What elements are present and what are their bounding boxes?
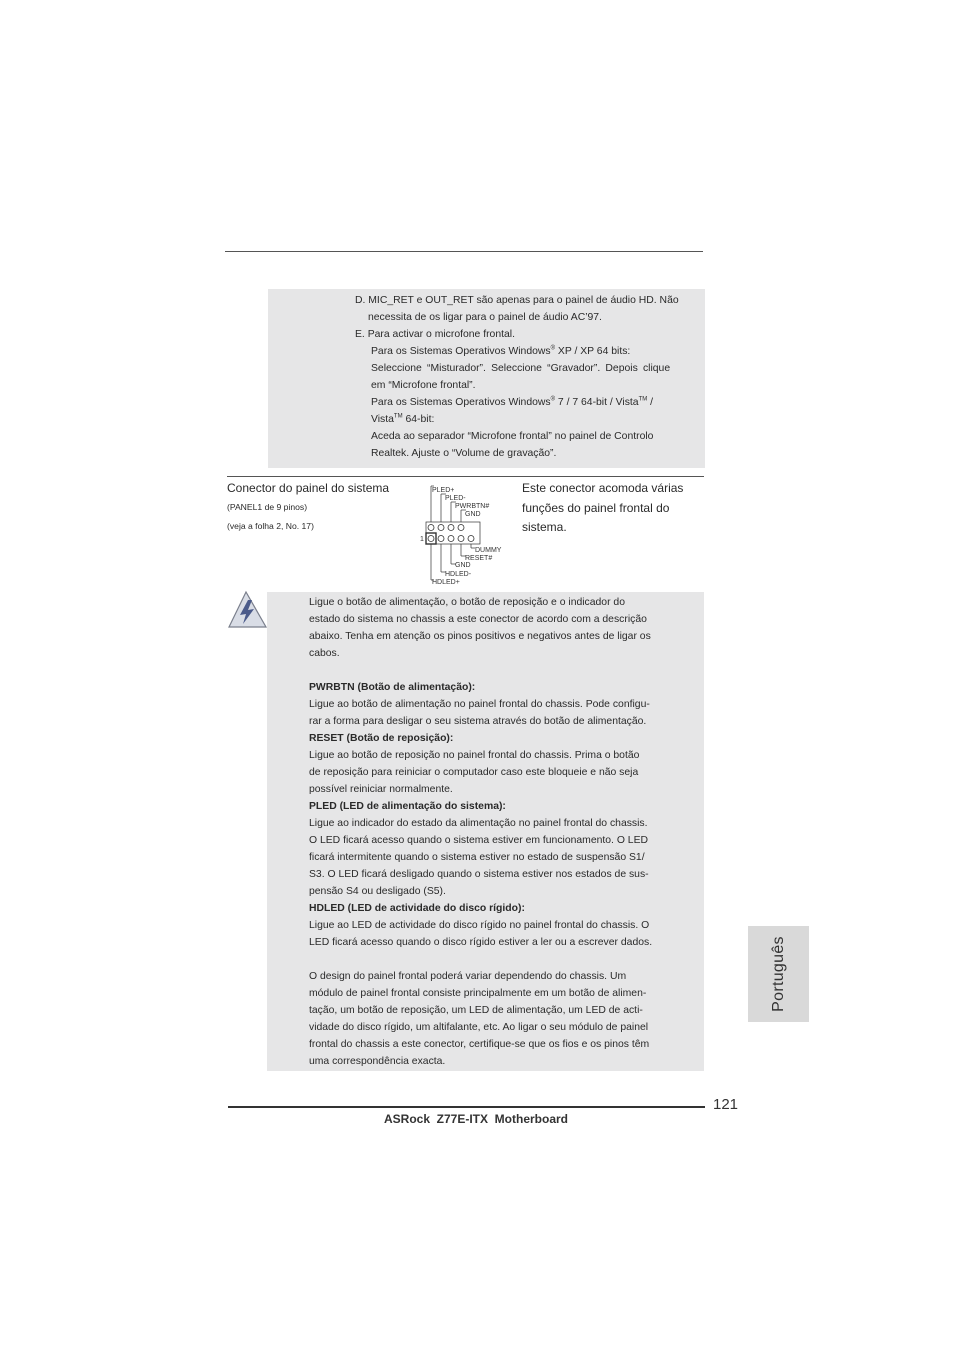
spacer — [309, 951, 681, 968]
xp-prefix: Para os Sistemas Operativos Windows — [371, 346, 551, 357]
pled-line: S3. O LED ficará desligado quando o sistema estiver nos estados de sus- — [309, 869, 649, 880]
pwrbtn-line: Ligue ao botão de alimentação no painel frontal do chassis. Pode configu- — [309, 699, 650, 710]
pled-line: O LED ficará acesso quando o sistema estiver em funcionamento. O LED — [309, 835, 649, 846]
item-e-vista-heading — [355, 394, 705, 411]
pwrbtn-title: PWRBTN (Botão de alimentação): — [309, 682, 476, 693]
note-intro — [309, 594, 681, 662]
item-e-vista-heading-2 — [355, 411, 705, 428]
tm-mark-2: TM — [393, 413, 403, 420]
item-e-xp-instr1: Seleccione “Misturador”. Seleccione “Gravador”. Depois clique — [371, 363, 671, 374]
connector-description — [522, 479, 707, 538]
connector-title: Conector do painel do sistema — [227, 481, 390, 495]
design-line: tação, um botão de reposição, um LED de alimentação, um LED de acti- — [309, 1005, 643, 1016]
tm-mark: TM — [638, 396, 648, 403]
connector-desc-1: Este conector acomoda várias — [522, 481, 684, 495]
item-d-line1: D. MIC_RET e OUT_RET são apenas para o painel de áudio HD. Não — [355, 295, 679, 306]
hdled-line: LED ficará acesso quando o disco rígido estiver a ler ou a escrever dados. — [309, 937, 653, 948]
item-d-line2: necessita de os ligar para o painel de áudio AC’97. — [368, 312, 602, 323]
warning-icon — [227, 590, 269, 630]
reset-line: possível reiniciar normalmente. — [309, 784, 453, 795]
label-pled-plus: PLED+ — [432, 487, 455, 494]
design-line: módulo de painel frontal consiste principalmente em um botão de alimen- — [309, 988, 647, 999]
note-intro-line: estado do sistema no chassis a este conector de acordo com a descrição — [309, 614, 647, 625]
label-dummy: DUMMY — [475, 547, 502, 554]
vista-word: Vista — [371, 414, 394, 425]
reset-line: de reposição para reiniciar o computador caso este bloqueie e não seja — [309, 767, 639, 778]
footer-rule — [228, 1106, 705, 1108]
label-pwrbtn: PWRBTN# — [455, 503, 490, 510]
pled-line: ficará intermitente quando o sistema estiver no estado de suspensão S1/ — [309, 852, 645, 863]
pled-title: PLED (LED de alimentação do sistema): — [309, 801, 506, 812]
pled-line: Ligue ao indicador do estado da alimentação no painel frontal do chassis. — [309, 818, 648, 829]
connector-desc-2: funções do painel frontal do — [522, 500, 670, 515]
panel1-pin-diagram — [418, 484, 510, 586]
hdled-line: Ligue ao LED de actividade do disco rígido no painel frontal do chassis. O — [309, 920, 650, 931]
item-e-title: E. Para activar o microfone frontal. — [355, 329, 515, 340]
header-rule — [225, 251, 703, 252]
vista-mid: 7 / 7 64-bit / Vista — [555, 397, 639, 408]
label-gnd-bottom: GND — [455, 562, 471, 569]
reg-mark: ® — [550, 345, 556, 352]
item-e-xp-instr2: em “Microfone frontal”. — [371, 380, 476, 391]
hdled-title: HDLED (LED de actividade do disco rígido): — [309, 903, 525, 914]
vista-slash: / — [647, 397, 654, 408]
note-intro-line: cabos. — [309, 648, 340, 659]
connector-subtitle-1: (PANEL1 de 9 pinos) — [227, 502, 308, 512]
pwrbtn-line: rar a forma para desligar o seu sistema através do botão de alimentação. — [309, 716, 647, 727]
label-pled-minus: PLED- — [445, 495, 466, 502]
language-tab-label: Português — [769, 936, 787, 1012]
connector-subtitle-2: (veja a folha 2, No. 17) — [227, 521, 314, 531]
connector-rule — [227, 476, 704, 477]
label-hdled-plus: HDLED+ — [432, 579, 460, 586]
item-e-vista-instr2: Realtek. Ajuste o “Volume de gravação”. — [371, 448, 557, 459]
item-e-vista-instr1: Aceda ao separador “Microfone frontal” no painel de Controlo — [371, 431, 654, 442]
reset-title: RESET (Botão de reposição): — [309, 733, 454, 744]
page-number: 121 — [713, 1096, 739, 1113]
design-line: vidade do disco rígido, um altifalante, etc. Ao ligar o seu módulo de painel — [309, 1022, 649, 1033]
xp-suffix: XP / XP 64 bits: — [555, 346, 631, 357]
footer-product: ASRock Z77E-ITX Motherboard — [383, 1112, 569, 1126]
reset-line: Ligue ao botão de reposição no painel frontal do chassis. Prima o botão — [309, 750, 640, 761]
label-hdled-minus: HDLED- — [445, 571, 472, 578]
language-tab — [748, 926, 809, 1022]
design-line: uma correspondência exacta. — [309, 1056, 446, 1067]
reg-mark-2: ® — [550, 396, 556, 403]
design-line: frontal do chassis a este conector, certifique-se que os fios e os pinos têm — [309, 1039, 650, 1050]
pled-line: pensão S4 ou desligado (S5). — [309, 886, 446, 897]
label-gnd-top: GND — [465, 511, 481, 518]
connector-desc-3: sistema. — [522, 520, 567, 534]
audio-notes-text — [355, 292, 705, 462]
label-reset: RESET# — [465, 555, 493, 562]
note-intro-line: abaixo. Tenha em atenção os pinos positivos e negativos antes de ligar os — [309, 631, 651, 642]
vista-suffix: 64-bit: — [402, 414, 435, 425]
note-text — [309, 594, 681, 1070]
note-intro-line: Ligue o botão de alimentação, o botão de reposição e o indicador do — [309, 597, 625, 608]
item-e-xp-heading — [355, 343, 705, 360]
label-pin1: 1 — [420, 536, 424, 543]
design-line: O design do painel frontal poderá variar dependendo do chassis. Um — [309, 971, 627, 982]
vista-prefix: Para os Sistemas Operativos Windows — [371, 397, 551, 408]
spacer — [309, 662, 681, 679]
